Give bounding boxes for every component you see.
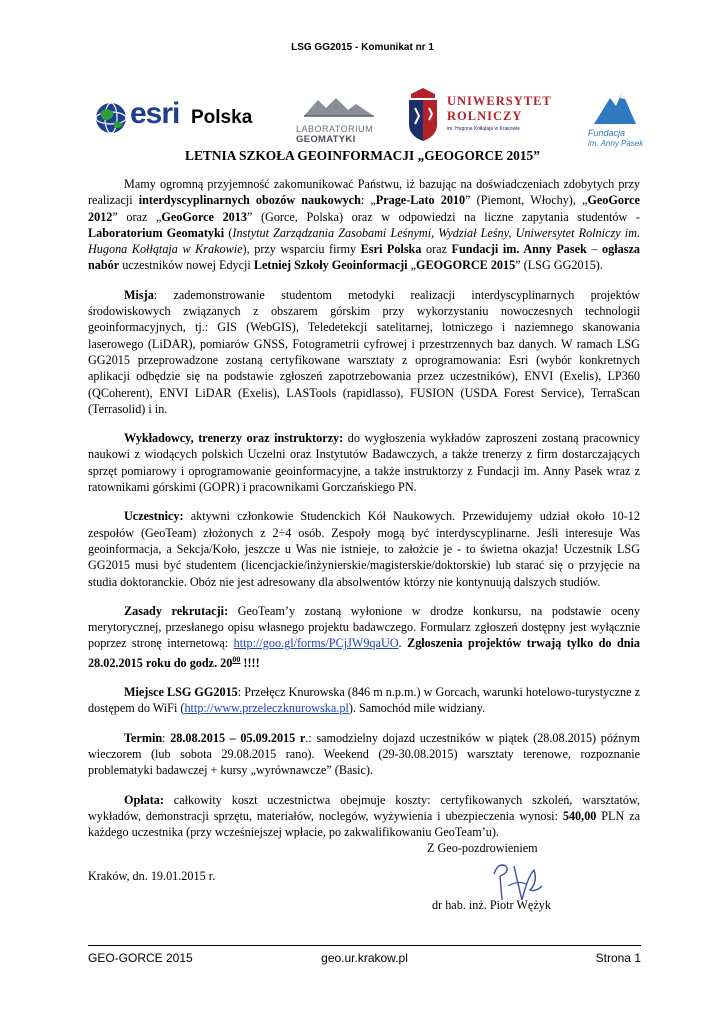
deadline-text: Zgłoszenia projektów trwają tylko do dnia 28.02.2015 roku do godz. 20 (88, 636, 640, 670)
intro-text-10: uczestników nowej Edycji (119, 258, 254, 273)
intro-text-5: ” (Gorce, Polska) oraz w odpowiedzi na liczne zapytania studentów - (246, 209, 640, 224)
paragraph-wykladowcy (88, 430, 640, 495)
uczestnicy-label: Uczestnicy: (124, 509, 184, 524)
fundacja-anny-pasek-logo (578, 88, 650, 152)
zasady-label: Zasady rekrutacji: (124, 603, 229, 618)
paragraph-intro (88, 176, 640, 274)
fundacja-line1: Fundacja (588, 128, 626, 138)
uni-line2: ROLNICZY (447, 109, 523, 123)
intro-bold-7: Fundacji im. Anny Pasek (451, 242, 587, 257)
zasady-text: GeoTeam’y zostaną wyłonione w drodze konkursu, na podstawie oceny merytorycznej, przesłanego opisu własnego projektu badawczego. Formularz zgłoszeń dostępny jest wyłącznie poprzez stronę internetową: (88, 603, 640, 651)
paragraph-zasady (88, 603, 640, 671)
paragraph-oplata (88, 792, 640, 841)
greeting: Z Geo-pozdrowieniem (427, 841, 538, 855)
intro-text-4: ” oraz „ (112, 209, 162, 224)
venue-link[interactable]: http://www.przeleczknurowska.pl (184, 701, 349, 716)
miejsce-text: : Przełęcz Knurowska (846 m n.p.m.) w Gorcach, warunki hotelowo-turystyczne z dostępem do WiFi ( (88, 685, 640, 716)
lab-line1: LABORATORIUM (296, 124, 374, 134)
intro-text-11: „ (407, 258, 417, 273)
intro-text-9: – (586, 242, 603, 257)
geomatyki-emblem-icon (296, 96, 386, 118)
university-crest-icon (405, 86, 441, 142)
intro-bold-9: Letniej Szkoły Geoinformacji (253, 258, 408, 273)
wykladowcy-label: Wykładowcy, trenerzy oraz instruktorzy: (124, 431, 344, 446)
fundacja-line2: im. Anny Pasek (588, 139, 644, 148)
place-date: Kraków, dn. 19.01.2015 r. (88, 869, 216, 883)
intro-bold-10: GEOGORCE 2015 (416, 258, 516, 273)
document-title: LETNIA SZKOŁA GEOINFORMACJI „GEOGORCE 2015” (185, 148, 540, 163)
document-body (88, 176, 640, 853)
intro-text-2: : „ (360, 193, 376, 208)
misja-label: Misja (124, 287, 154, 302)
logo-bar (88, 84, 653, 150)
termin-label: Termin (124, 730, 163, 745)
uczestnicy-text: aktywni członkowie Studenckich Kół Naukowych. Przewidujemy udział około 10-12 zespołów (GeoTeam) złożonych z 2÷4 osób. Zespoły mogą być interdyscyplinarne. Jeśli interesuje Was geoinformacja, a Sekcja/Koło, jeszcze u Was nie istnieje, to założcie je - to świetna okazja! Uczestnik LSG GG2015 musi być studentem (licencjackie/inżynierskie/magisterskie/doktorskie) lub starać się o przyjęcie na studia doktoranckie. Obóz nie jest adresowany dla absolwentów którzy nie kontynuują dalszych studiów. (88, 509, 640, 589)
paragraph-uczestnicy (88, 508, 640, 589)
deadline-minutes: 00 (232, 654, 241, 664)
oplata-text: całkowity koszt uczestnictwa obejmuje koszty: certyfikowanych szkoleń, warsztatów, wykładów, demonstracji sprzętu, materiałów, noclegów, wyżywienia i ubezpieczenia wynosi: (88, 792, 640, 823)
esri-polska-logo (94, 98, 254, 138)
laboratorium-geomatyki-logo (296, 96, 386, 145)
page-header: LSG GG2015 - Komunikat nr 1 (291, 42, 434, 53)
oplata-label: Opłata: (124, 792, 164, 807)
intro-italic-1: Instytut Zarządzania Zasobami Leśnymi, Wydział Leśny, Uniwersytet Rolniczy im. Hugona Kołłątaja w Krakowie (88, 225, 640, 257)
intro-bold-6: Esri Polska (360, 242, 422, 257)
signer-name: dr hab. inż. Piotr Wężyk (432, 898, 551, 912)
intro-bold-1: interdyscyplinarnych obozów naukowych (138, 193, 361, 208)
footer-center: geo.ur.krakow.pl (321, 951, 408, 965)
zasady-text-2: . (398, 636, 408, 651)
footer-page-number: Strona 1 (595, 951, 641, 965)
oplata-text-2: PLN za każdego uczestnika (przy wcześniejszej wpłacie, po zakwalifikowaniu GeoTeam’u). (88, 808, 641, 840)
paragraph-misja (88, 287, 640, 417)
esri-suffix-text: Polska (191, 107, 253, 128)
miejsce-label: Miejsce LSG GG2015 (124, 685, 238, 700)
uni-line1: UNIWERSYTET (447, 94, 552, 108)
intro-text-12: ” (LSG GG2015). (515, 258, 603, 273)
intro-bold-2: Prage-Lato 2010 (375, 193, 466, 208)
paragraph-termin (88, 730, 640, 779)
uni-line3: im. Hugona Kołłątaja w Krakowie (447, 126, 521, 132)
termin-text: .: samodzielny dojazd uczestników w piątek (28.08.2015) późnym wieczorem (lub sobota 29.08.2015 rano). Weekend (29-30.08.2015) warsztaty terenowe, rozpoznanie problematyki badawczej + kursy „wyrównawcze” (Basic). (88, 730, 640, 778)
uniwersytet-rolniczy-logo (405, 84, 552, 148)
fundacja-mountain-icon (590, 88, 640, 128)
footer-left: GEO-GORCE 2015 (88, 951, 193, 965)
deadline-exclaim: !!!! (240, 655, 260, 670)
miejsce-text-2: ). Samochód mile widziany. (348, 701, 486, 716)
intro-bold-5: Laboratorium Geomatyki (88, 225, 225, 240)
intro-text-3: ” (Piemont, Włochy), „ (465, 193, 588, 208)
paragraph-miejsce (88, 684, 640, 717)
intro-text-7: ), przy wsparciu firmy (242, 242, 361, 257)
intro-text-6: ( (224, 225, 233, 240)
footer-divider (88, 945, 641, 946)
lab-line2: GEOMATYKI (296, 134, 356, 145)
wykladowcy-text: do wygłoszenia wykładów zaproszeni zostaną pracownicy naukowi z wiodących polskich Uczelni oraz Instytutów Badawczych, a także trenerzy z firm dostarczających sprzęt pomiarowy i oprogramowanie geoinformacyjne, a także instruktorzy z Fundacji im. Anny Pasek wraz z ratownikami górskimi (GOPR) i pracownikami Gorczańskiego PN. (88, 431, 640, 495)
form-link[interactable]: http://goo.gl/forms/PCjJW9qaUO (233, 636, 399, 651)
intro-bold-8: ogłasza nabór (88, 242, 640, 273)
esri-brand-text: esri (130, 97, 180, 130)
oplata-amount: 540,00 (562, 808, 597, 823)
termin-dates: 28.08.2015 – 05.09.2015 r (170, 730, 306, 745)
intro-text-8: oraz (421, 242, 452, 257)
termin-colon: : (162, 730, 171, 745)
intro-text-1: Mamy ogromną przyjemność zakomunikować Państwu, iż bazując na doświadczeniach zdobytych przy realizacji (88, 177, 640, 208)
misja-text: : zademonstrowanie studentom metodyki realizacji interdyscyplinarnych projektów środowiskowych związanych z obszarem górskim przy wykorzystaniu nowoczesnych technologii geoinformacyjnych, tj.: GIS (WebGIS), Teledetekcji satelitarnej, lotniczego i naziemnego skanowania laserowego (LiDAR), pomiarów GNSS, Fotogrametrii cyfrowej i przestrzennych baz danych. W ramach LSG GG2015 przeprowadzone zostaną certyfikowane warsztaty z oprogramowania: Esri (wybór konkretnych aplikacji odbędzie się na podstawie zgłoszeń zapotrzebowania przez uczestników), ENVI (Exelis), LP360 (QCoherent), ENVI LiDAR (Exelis), LASTools (rapidlasso), FUSION (USDA Forest Service), TerraScan (Terrasolid) i in. (88, 287, 640, 416)
intro-bold-3: GeoGorce 2012 (88, 193, 640, 224)
intro-bold-4: GeoGorce 2013 (161, 209, 247, 224)
